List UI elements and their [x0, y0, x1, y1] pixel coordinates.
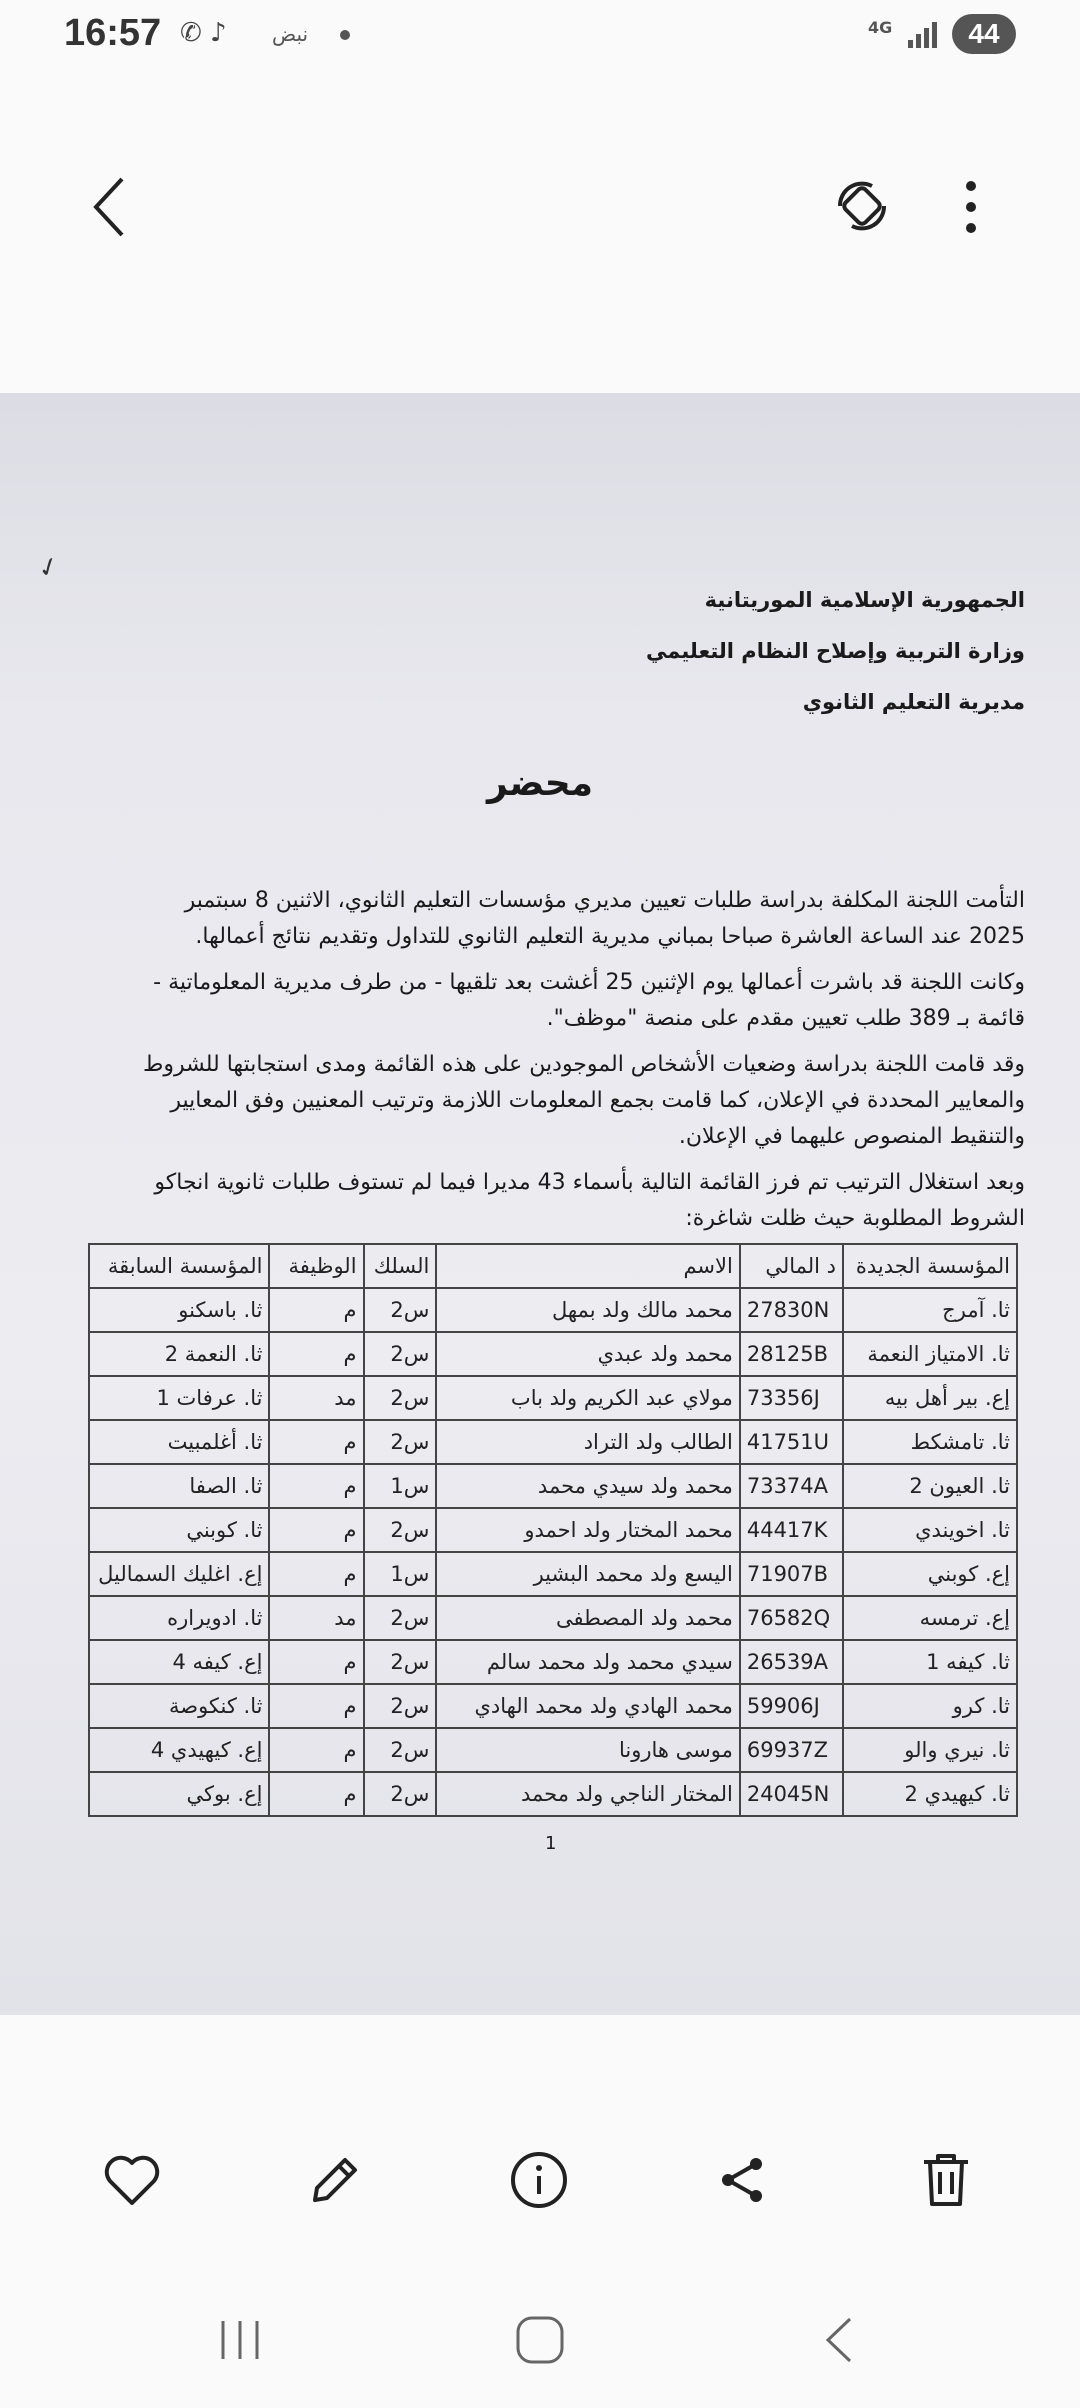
- home-icon: [514, 2314, 566, 2366]
- back-arrow-icon: [90, 175, 130, 239]
- cell-previous-institution: ثا. الصفا: [89, 1464, 269, 1508]
- cell-financial-id: 28125B: [740, 1332, 843, 1376]
- table-row: [89, 1420, 1017, 1464]
- cell-corps: س2: [364, 1508, 437, 1552]
- cell-previous-institution: إع. كيهيدي 4: [89, 1728, 269, 1772]
- cell-corps: س2: [364, 1420, 437, 1464]
- cell-name: اليسع ولد محمد البشير: [436, 1552, 739, 1596]
- edit-button[interactable]: [295, 2140, 375, 2220]
- cell-job: م: [269, 1332, 363, 1376]
- document-title: محضر: [486, 763, 594, 804]
- trash-icon: [918, 2150, 974, 2210]
- cell-corps: س1: [364, 1464, 437, 1508]
- cell-previous-institution: إع. بوكي: [89, 1772, 269, 1816]
- system-back-button[interactable]: [800, 2300, 880, 2380]
- cell-new-institution: ثا. كيهيدي 2: [843, 1772, 1017, 1816]
- cell-financial-id: 26539A: [740, 1640, 843, 1684]
- heart-icon: [102, 2153, 162, 2207]
- cell-job: م: [269, 1640, 363, 1684]
- cell-name: سيدي محمد ولد محمد سالم: [436, 1640, 739, 1684]
- cell-financial-id: 71907B: [740, 1552, 843, 1596]
- header-line-2: وزارة التربية وإصلاح النظام التعليمي: [646, 639, 1025, 663]
- table-header-row: [89, 1244, 1017, 1288]
- document-body: [130, 883, 1025, 1247]
- table-row: [89, 1772, 1017, 1816]
- pencil-icon: [307, 2152, 363, 2208]
- cell-new-institution: إع. ترمسه: [843, 1596, 1017, 1640]
- cell-corps: س2: [364, 1640, 437, 1684]
- cell-financial-id: 24045N: [740, 1772, 843, 1816]
- cell-financial-id: 41751U: [740, 1420, 843, 1464]
- cell-previous-institution: إع. كيفه 4: [89, 1640, 269, 1684]
- info-icon: [509, 2150, 569, 2210]
- back-icon: [820, 2315, 860, 2365]
- cell-previous-institution: ثا. عرفات 1: [89, 1376, 269, 1420]
- cell-name: محمد ولد المصطفى: [436, 1596, 739, 1640]
- table-row: [89, 1288, 1017, 1332]
- col-header-previous-institution: المؤسسة السابقة: [89, 1244, 269, 1288]
- cell-job: م: [269, 1508, 363, 1552]
- cell-financial-id: 69937Z: [740, 1728, 843, 1772]
- home-button[interactable]: [500, 2300, 580, 2380]
- cell-name: محمد ولد عبدي: [436, 1332, 739, 1376]
- paragraph: وقد قامت اللجنة بدراسة وضعيات الأشخاص الموجودين على هذه القائمة ومدى استجابتها للشروط والمعايير المحددة في الإعلان، كما قامت بجمع المعلومات اللازمة وترتيب المعنيين وفق المعايير والتنقيط المنصوص عليهما في الإعلان.: [143, 1052, 1025, 1149]
- cell-name: محمد المختار ولد احمدو: [436, 1508, 739, 1552]
- paragraph: التأمت اللجنة المكلفة بدراسة طلبات تعيين مديري مؤسسات التعليم الثانوي، الاثنين 8 سبتمبر 2025 عند الساعة العاشرة صباحا بمباني مديرية التعليم الثانوي للتداول وتقديم نتائج أعمالها.: [184, 888, 1025, 949]
- cell-new-institution: ثا. العيون 2: [843, 1464, 1017, 1508]
- rotate-icon: [832, 176, 892, 236]
- table-row: [89, 1508, 1017, 1552]
- cell-financial-id: 44417K: [740, 1508, 843, 1552]
- cell-corps: س2: [364, 1684, 437, 1728]
- cell-previous-institution: ثا. ادويراره: [89, 1596, 269, 1640]
- table-row: [89, 1332, 1017, 1376]
- cell-corps: س1: [364, 1552, 437, 1596]
- cell-new-institution: ثا. آمرج: [843, 1288, 1017, 1332]
- cell-name: محمد مالك ولد بمهل: [436, 1288, 739, 1332]
- paragraph: وكانت اللجنة قد باشرت أعمالها يوم الإثنين 25 أغشت بعد تلقيها - من طرف مديرية المعلوماتية - قائمة بـ 389 طلب تعيين مقدم على منصة "موظف".: [153, 970, 1025, 1031]
- header-line-3: مديرية التعليم الثانوي: [802, 690, 1025, 714]
- table-row: [89, 1728, 1017, 1772]
- bottom-toolbar: [0, 2140, 1080, 2220]
- cell-previous-institution: ثا. كوبني: [89, 1508, 269, 1552]
- document-photo[interactable]: [0, 393, 1080, 2015]
- col-header-corps: السلك: [364, 1244, 437, 1288]
- rotate-button[interactable]: [832, 176, 892, 240]
- check-mark: ✓: [33, 550, 65, 586]
- cell-corps: س2: [364, 1772, 437, 1816]
- table-row: [89, 1552, 1017, 1596]
- cell-previous-institution: ثا. النعمة 2: [89, 1332, 269, 1376]
- cell-job: م: [269, 1552, 363, 1596]
- delete-button[interactable]: [906, 2140, 986, 2220]
- recent-apps-button[interactable]: [200, 2300, 280, 2380]
- page-number: 1: [545, 1833, 557, 1854]
- cell-new-institution: إع. بير أهل بيه: [843, 1376, 1017, 1420]
- cell-corps: س2: [364, 1288, 437, 1332]
- cell-name: مولاي عبد الكريم ولد باب: [436, 1376, 739, 1420]
- table-row: [89, 1464, 1017, 1508]
- col-header-job: الوظيفة: [269, 1244, 363, 1288]
- col-header-financial-id: د المالي: [740, 1244, 843, 1288]
- details-button[interactable]: [499, 2140, 579, 2220]
- cell-previous-institution: ثا. كنكوصة: [89, 1684, 269, 1728]
- cell-new-institution: ثا. الامتياز النعمة: [843, 1332, 1017, 1376]
- cell-new-institution: ثا. اخويندي: [843, 1508, 1017, 1552]
- table-row: [89, 1684, 1017, 1728]
- cell-corps: س2: [364, 1332, 437, 1376]
- cell-new-institution: ثا. نيري والو: [843, 1728, 1017, 1772]
- cell-financial-id: 73356J: [740, 1376, 843, 1420]
- cell-job: م: [269, 1728, 363, 1772]
- cell-job: م: [269, 1420, 363, 1464]
- cell-new-institution: ثا. كيفه 1: [843, 1640, 1017, 1684]
- cell-corps: س2: [364, 1596, 437, 1640]
- appointments-table: [88, 1243, 1018, 1817]
- cell-job: م: [269, 1772, 363, 1816]
- system-nav-bar: [0, 2300, 1080, 2380]
- table-row: [89, 1640, 1017, 1684]
- status-time: 16:57: [64, 12, 162, 54]
- notification-icons: ✆ ♪: [180, 18, 227, 48]
- cell-job: م: [269, 1684, 363, 1728]
- cell-financial-id: 76582Q: [740, 1596, 843, 1640]
- col-header-new-institution: المؤسسة الجديدة: [843, 1244, 1017, 1288]
- table-row: [89, 1376, 1017, 1420]
- recents-icon: [215, 2317, 265, 2363]
- cell-job: مد: [269, 1596, 363, 1640]
- cell-name: موسى هارونا: [436, 1728, 739, 1772]
- paragraph: وبعد استغلال الترتيب تم فرز القائمة التالية بأسماء 43 مديرا فيما لم تستوف طلبات ثانوية انجاكو الشروط المطلوبة حيث ظلت شاغرة:: [154, 1170, 1025, 1231]
- cell-name: الطالب ولد التراد: [436, 1420, 739, 1464]
- battery-indicator: 44: [952, 14, 1016, 54]
- favorite-button[interactable]: [92, 2140, 172, 2220]
- cell-corps: س2: [364, 1376, 437, 1420]
- cell-job: م: [269, 1464, 363, 1508]
- cell-name: المختار الناجي ولد محمد: [436, 1772, 739, 1816]
- cell-previous-institution: ثا. باسكنو: [89, 1288, 269, 1332]
- col-header-name: الاسم: [436, 1244, 739, 1288]
- cell-new-institution: إع. كوبني: [843, 1552, 1017, 1596]
- table-row: [89, 1596, 1017, 1640]
- back-button[interactable]: [90, 175, 130, 243]
- cell-name: محمد الهادي ولد محمد الهادي: [436, 1684, 739, 1728]
- notification-text: نبض: [272, 22, 309, 46]
- cell-new-institution: ثا. كرو: [843, 1684, 1017, 1728]
- cell-financial-id: 73374A: [740, 1464, 843, 1508]
- more-options-button[interactable]: [956, 180, 986, 238]
- network-type: 4G: [868, 18, 893, 37]
- cell-name: محمد ولد سيدي محمد: [436, 1464, 739, 1508]
- cell-financial-id: 27830N: [740, 1288, 843, 1332]
- cell-previous-institution: إع. اغليك السماليل: [89, 1552, 269, 1596]
- share-icon: [714, 2152, 770, 2208]
- cell-job: م: [269, 1288, 363, 1332]
- status-bar: [0, 0, 1080, 75]
- more-vert-icon: [956, 180, 986, 234]
- cell-corps: س2: [364, 1728, 437, 1772]
- share-button[interactable]: [702, 2140, 782, 2220]
- cell-job: مد: [269, 1376, 363, 1420]
- cell-new-institution: ثا. تامشكط: [843, 1420, 1017, 1464]
- cell-financial-id: 59906J: [740, 1684, 843, 1728]
- header-line-1: الجمهورية الإسلامية الموريتانية: [704, 588, 1025, 612]
- signal-icon: [908, 20, 937, 48]
- more-notifications-dot: [340, 30, 350, 40]
- cell-previous-institution: ثا. أغلمبيت: [89, 1420, 269, 1464]
